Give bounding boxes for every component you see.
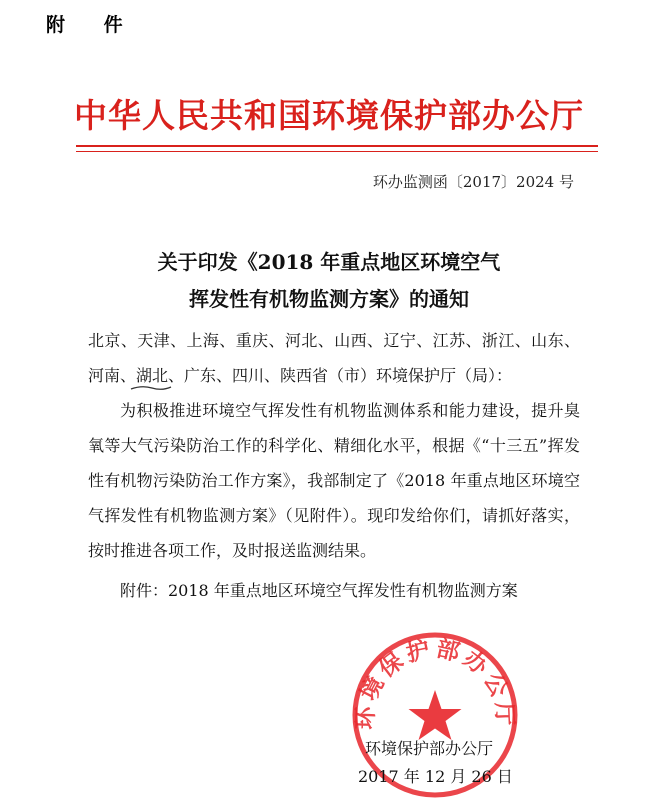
signature-date: 2017 年 12 月 26 日 <box>358 767 513 786</box>
header-red-rule-thick <box>76 145 598 147</box>
attachment-label: 附 件 <box>46 14 139 36</box>
handwritten-underline-mark <box>130 384 172 392</box>
header-red-rule-thin <box>76 151 598 152</box>
recipients-paragraph: 北京、天津、上海、重庆、河北、山西、辽宁、江苏、浙江、山东、河南、湖北、广东、四川、陕西省（市）环境保护厅（局）： <box>88 331 580 385</box>
document-number: 环办监测函〔2017〕2024 号 <box>372 173 574 191</box>
issuing-org-title: 中华人民共和国环境保护部办公厅 <box>74 96 584 135</box>
seal-text: 环境保护部办公厅 <box>352 635 518 731</box>
attachment-reference: 附件：2018 年重点地区环境空气挥发性有机物监测方案 <box>120 581 518 600</box>
document-title-line-1: 关于印发《2018 年重点地区环境空气 <box>157 250 501 274</box>
seal-star-icon <box>409 690 462 740</box>
body-paragraph: 为积极推进环境空气挥发性有机物监测体系和能力建设，提升臭氧等大气污染防治工作的科学化、精细化水平，根据《“十三五”挥发性有机物污染防治工作方案》，我部制定了《2018 年重点地区环境空气挥发性有机物监测方案》（见附件）。现印发给你们，请抓好落实，按时推进各项工作，及时报送监测结果。 <box>88 401 580 560</box>
document-title-line-2: 挥发性有机物监测方案》的通知 <box>189 287 469 311</box>
signature-org: 环境保护部办公厅 <box>365 739 494 758</box>
